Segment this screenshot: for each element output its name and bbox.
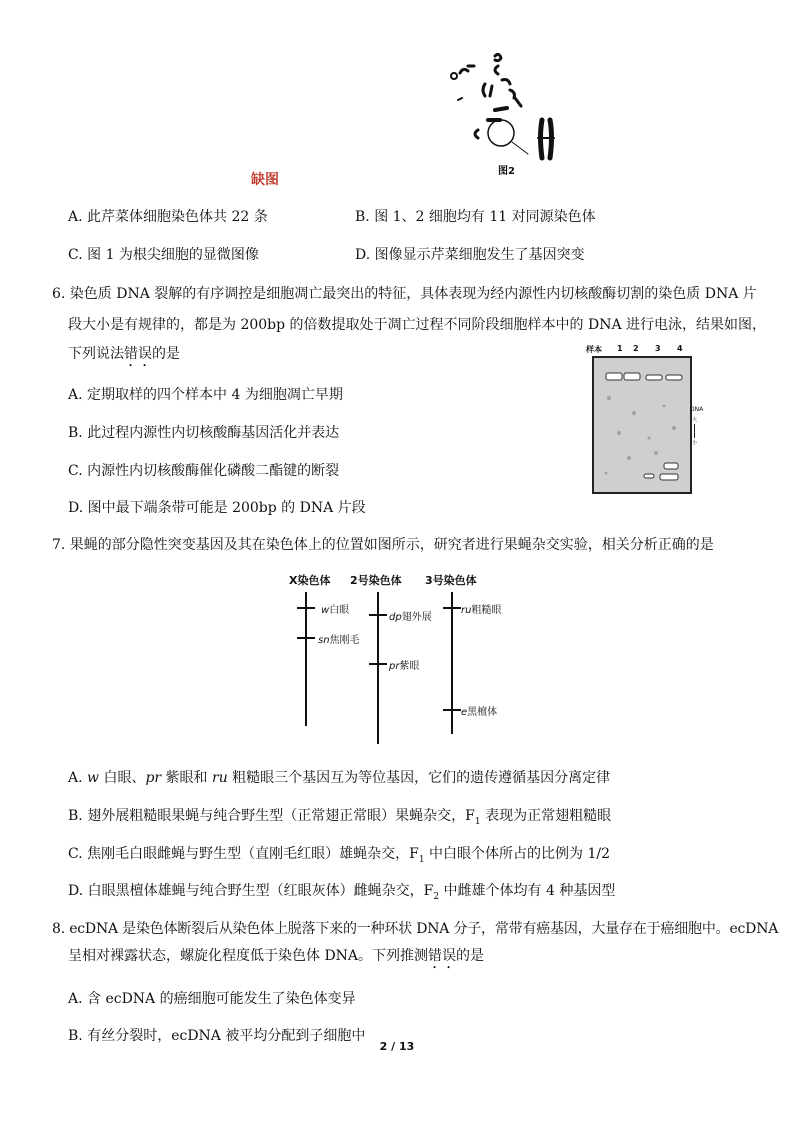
q5-option-c: C. 图 1 为根尖细胞的显微图像 bbox=[68, 247, 259, 263]
gene-dp-name: 翅外展 bbox=[401, 612, 432, 623]
gene-sn-tick bbox=[297, 637, 315, 639]
gene-dp-label bbox=[389, 608, 432, 623]
q7-stem: 7. 果蝇的部分隐性突变基因及其在染色体上的位置如图所示，研究者进行果蝇杂交实验，相关分析正确的是 bbox=[52, 537, 714, 553]
q7-d-pre: D. 白眼黑檀体雄蝇与纯合野生型（红眼灰体）雌蝇杂交，F bbox=[68, 883, 434, 899]
gene-w-label bbox=[321, 601, 349, 616]
q7-option-c bbox=[68, 843, 610, 865]
q7-b-sub: 1 bbox=[474, 816, 481, 827]
gel-image bbox=[592, 356, 692, 494]
q5-option-d: D. 图像显示芹菜细胞发生了基因突变 bbox=[355, 247, 585, 263]
figure-2-caption: 图2 bbox=[498, 166, 515, 177]
figure-2 bbox=[440, 48, 580, 178]
q7-c-post: 中白眼个体所占的比例为 1/2 bbox=[424, 846, 610, 862]
gel-figure bbox=[586, 344, 704, 492]
chromosome-2-label: 2号染色体 bbox=[350, 574, 402, 587]
q7-option-b bbox=[68, 805, 611, 827]
q7-b-pre: B. 翅外展粗糙眼果蝇与纯合野生型（正常翅正常眼）果蝇杂交，F bbox=[68, 808, 475, 824]
q7-a-post: 粗糙眼三个基因互为等位基因，它们的遗传遵循基因分离定律 bbox=[227, 770, 611, 786]
gene-sn-name: 焦刚毛 bbox=[329, 635, 360, 646]
q6-option-c: C. 内源性内切核酸酶催化磷酸二酯键的断裂 bbox=[68, 463, 340, 479]
q7-d-post: 中雌雄个体均有 4 种基因型 bbox=[439, 883, 616, 899]
chromosome-3-label: 3号染色体 bbox=[425, 574, 477, 587]
gene-e-name: 黑檀体 bbox=[467, 707, 498, 718]
q6-stem-line3 bbox=[68, 343, 180, 370]
q7-option-d bbox=[68, 880, 615, 902]
q8-stem-post: 的是 bbox=[456, 948, 485, 964]
gene-dp-tick bbox=[369, 614, 387, 616]
gel-header bbox=[586, 344, 704, 356]
gene-e-tick bbox=[443, 709, 461, 711]
gel-lane-3: 3 bbox=[655, 344, 661, 353]
q7-a-pr: pr bbox=[145, 770, 162, 786]
q6-stem-line1: 6. 染色质 DNA 裂解的有序调控是细胞凋亡最突出的特征，具体表现为经内源性内切核酸酶切割的染色质 DNA 片 bbox=[52, 286, 757, 302]
q7-a-mid1: 白眼、 bbox=[99, 770, 146, 786]
gene-w-tick bbox=[297, 607, 315, 609]
gel-small-label: 小 bbox=[692, 440, 698, 446]
page-number: 2 / 13 bbox=[379, 1040, 415, 1053]
q6-option-a: A. 定期取样的四个样本中 4 为细胞凋亡早期 bbox=[68, 387, 343, 403]
gene-e-label bbox=[461, 703, 497, 718]
gene-sn-label bbox=[318, 631, 360, 646]
q8-emphasis: 错误 bbox=[428, 948, 457, 964]
q6-stem-pre: 下列说法 bbox=[68, 346, 124, 362]
gene-pr-name: 紫眼 bbox=[399, 661, 420, 672]
q7-b-post: 表现为正常翅粗糙眼 bbox=[480, 808, 612, 824]
gel-big-label: 大 bbox=[692, 417, 698, 423]
x-chromosome-line bbox=[305, 592, 307, 726]
gel-dna-label: DNA bbox=[690, 406, 704, 413]
q7-option-a bbox=[68, 767, 610, 787]
gene-w-name: 白眼 bbox=[329, 605, 350, 616]
q5-option-a: A. 此芹菜体细胞染色体共 22 条 bbox=[68, 209, 268, 225]
q7-a-w: w bbox=[87, 770, 99, 786]
q7-a-pre: A. bbox=[68, 770, 88, 786]
gene-ru-label bbox=[461, 601, 501, 616]
q8-stem-line1: 8. ecDNA 是染色体断裂后从染色体上脱落下来的一种环状 DNA 分子，常带有癌基因，大量存在于癌细胞中。ecDNA bbox=[52, 921, 779, 937]
q5-option-b: B. 图 1、2 细胞均有 11 对同源染色体 bbox=[355, 209, 596, 225]
gene-dp-symbol: dp bbox=[389, 612, 402, 623]
gel-lane-2: 2 bbox=[633, 344, 639, 353]
missing-figure-label: 缺图 bbox=[251, 172, 279, 188]
q8-option-a: A. 含 ecDNA 的癌细胞可能发生了染色体变异 bbox=[68, 991, 356, 1007]
gene-sn-symbol: sn bbox=[318, 635, 330, 646]
q8-option-b: B. 有丝分裂时，ecDNA 被平均分配到子细胞中 bbox=[68, 1028, 366, 1044]
q7-a-ru: ru bbox=[212, 770, 228, 786]
q7-c-pre: C. 焦刚毛白眼雌蝇与野生型（直刚毛红眼）雄蝇杂交，F bbox=[68, 846, 419, 862]
gene-ru-symbol: ru bbox=[461, 605, 472, 616]
gene-pr-label bbox=[389, 657, 419, 672]
q6-stem-post: 的是 bbox=[152, 346, 180, 362]
q8-stem-line2 bbox=[68, 945, 484, 972]
q6-stem-line2: 段大小是有规律的，都是为 200bp 的倍数提取处于凋亡过程不同阶段细胞样本中的 DNA 进行电泳，结果如图， bbox=[68, 317, 767, 333]
q6-option-d: D. 图中最下端条带可能是 200bp 的 DNA 片段 bbox=[68, 500, 366, 516]
gene-pr-tick bbox=[369, 663, 387, 665]
gel-lane-1: 1 bbox=[617, 344, 623, 353]
gel-arrow bbox=[694, 424, 695, 438]
x-chromosome-label: X染色体 bbox=[289, 574, 331, 587]
q7-d-sub: 2 bbox=[433, 891, 440, 902]
q6-option-b: B. 此过程内源性内切核酸酶基因活化并表达 bbox=[68, 425, 340, 441]
gene-w-symbol: w bbox=[321, 605, 330, 616]
gene-e-symbol: e bbox=[461, 707, 468, 718]
chromosome-micrograph bbox=[440, 48, 580, 178]
chromosome-3-line bbox=[451, 592, 453, 734]
q7-a-mid2: 紫眼和 bbox=[161, 770, 213, 786]
gene-ru-tick bbox=[443, 607, 461, 609]
q6-emphasis: 错误 bbox=[124, 346, 152, 362]
gel-header-label: 样本 bbox=[586, 345, 602, 354]
gene-ru-name: 粗糙眼 bbox=[471, 605, 502, 616]
gene-pr-symbol: pr bbox=[389, 661, 400, 672]
chromosome-map bbox=[285, 572, 525, 748]
q7-c-sub: 1 bbox=[418, 854, 425, 865]
gel-lane-4: 4 bbox=[677, 344, 683, 353]
q8-stem-pre: 呈相对裸露状态，螺旋化程度低于染色体 DNA。下列推测 bbox=[68, 948, 429, 964]
